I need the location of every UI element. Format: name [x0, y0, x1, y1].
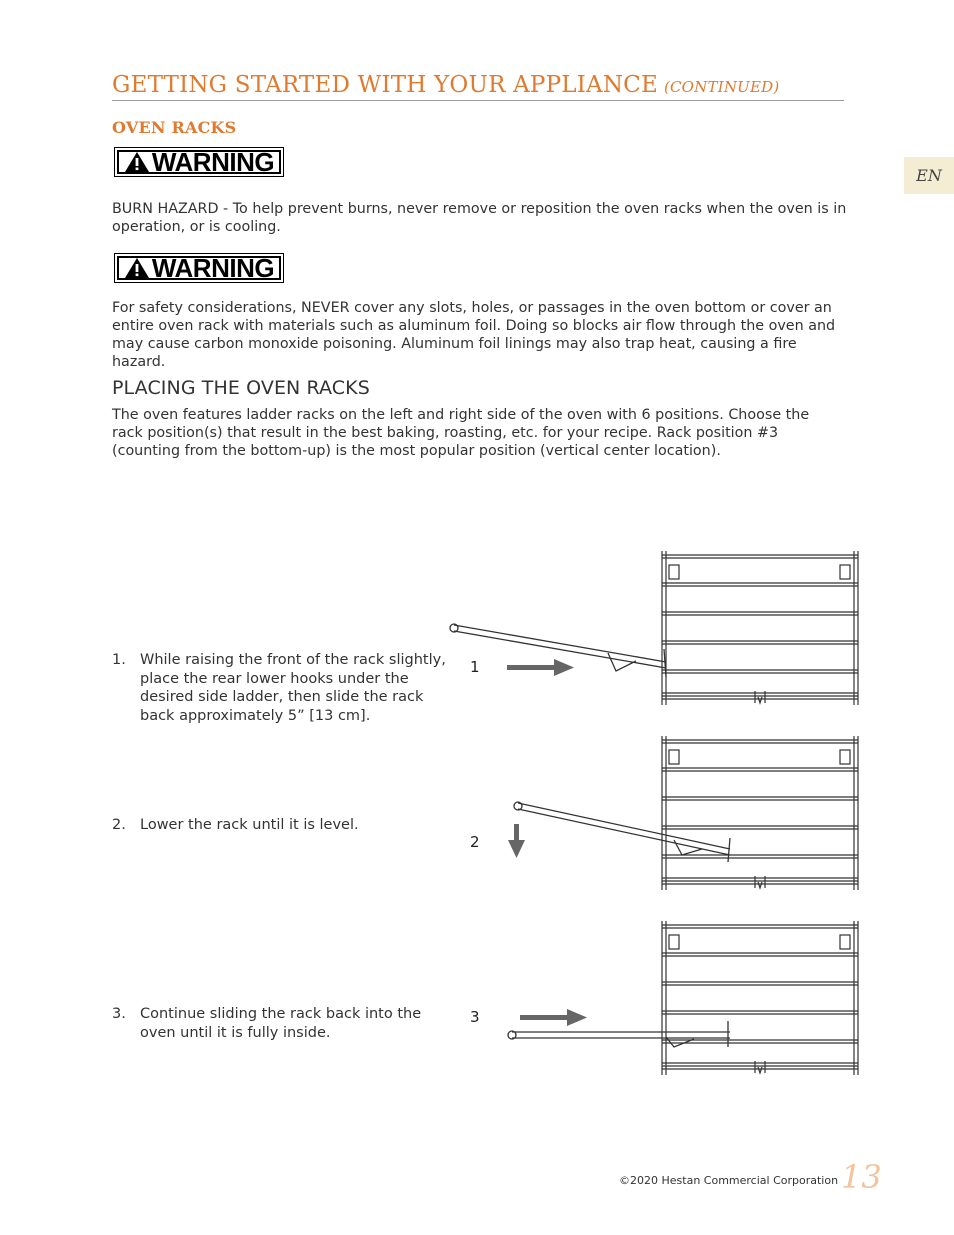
section-title: OVEN RACKS	[112, 118, 237, 137]
oven-ladder-frame	[662, 551, 858, 705]
warning-triangle-icon	[124, 257, 150, 279]
page-title-text: GETTING STARTED WITH YOUR APPLIANCE	[112, 72, 658, 98]
step-text: While raising the front of the rack slightly, place the rear lower hooks under the desired side ladder, then slide the rack back approximately 5” [13 cm].	[140, 652, 446, 724]
arrow-right-icon	[520, 1009, 587, 1026]
warning-label: WARNING	[151, 147, 275, 177]
illustration-label-2: 2	[470, 833, 480, 851]
warning-text-1: BURN HAZARD - To help prevent burns, never remove or reposition the oven racks when the oven is in operation, or is cooling.	[112, 201, 847, 235]
arrow-right-icon	[507, 659, 574, 676]
step-text: Lower the rack until it is level.	[140, 817, 359, 833]
page-title	[112, 72, 844, 101]
oven-rack	[514, 802, 730, 862]
warning-triangle-icon	[124, 151, 150, 173]
illustration-label-1: 1	[470, 658, 480, 676]
step-number: 1.	[112, 652, 126, 668]
warning-badge-1	[114, 147, 284, 177]
oven-ladder-frame	[662, 736, 858, 890]
warning-label: WARNING	[151, 253, 275, 283]
step-text: Continue sliding the rack back into the oven until it is fully inside.	[140, 1006, 422, 1041]
page-number: 13	[841, 1158, 882, 1196]
arrow-down-icon	[508, 824, 525, 858]
copyright-footer: ©2020 Hestan Commercial Corporation	[619, 1174, 839, 1187]
oven-ladder-frame	[662, 921, 858, 1075]
step-number: 3.	[112, 1006, 126, 1022]
rack-illustration-1	[440, 545, 870, 715]
illustration-label-3: 3	[470, 1008, 480, 1026]
step-number: 2.	[112, 817, 126, 833]
placing-racks-text: The oven features ladder racks on the left and right side of the oven with 6 positions. Choose the rack position(s) that result in the best baking, roasting, etc. for your recipe. Rack position #3 (counting from the bottom-up) is the most popular position (vertical center location).	[112, 407, 810, 459]
language-tab[interactable]: EN	[904, 157, 954, 194]
continued-label: (CONTINUED)	[663, 78, 780, 96]
rack-illustration-2	[440, 730, 870, 900]
warning-badge-2	[114, 253, 284, 283]
placing-racks-heading: PLACING THE OVEN RACKS	[112, 377, 370, 399]
rack-illustration-3	[440, 915, 870, 1085]
warning-text-2: For safety considerations, NEVER cover any slots, holes, or passages in the oven bottom or cover an entire oven rack with materials such as aluminum foil. Doing so blocks air flow through the oven and may cause carbon monoxide poisoning. Aluminum foil linings may also trap heat, causing a fire hazard.	[112, 300, 836, 370]
